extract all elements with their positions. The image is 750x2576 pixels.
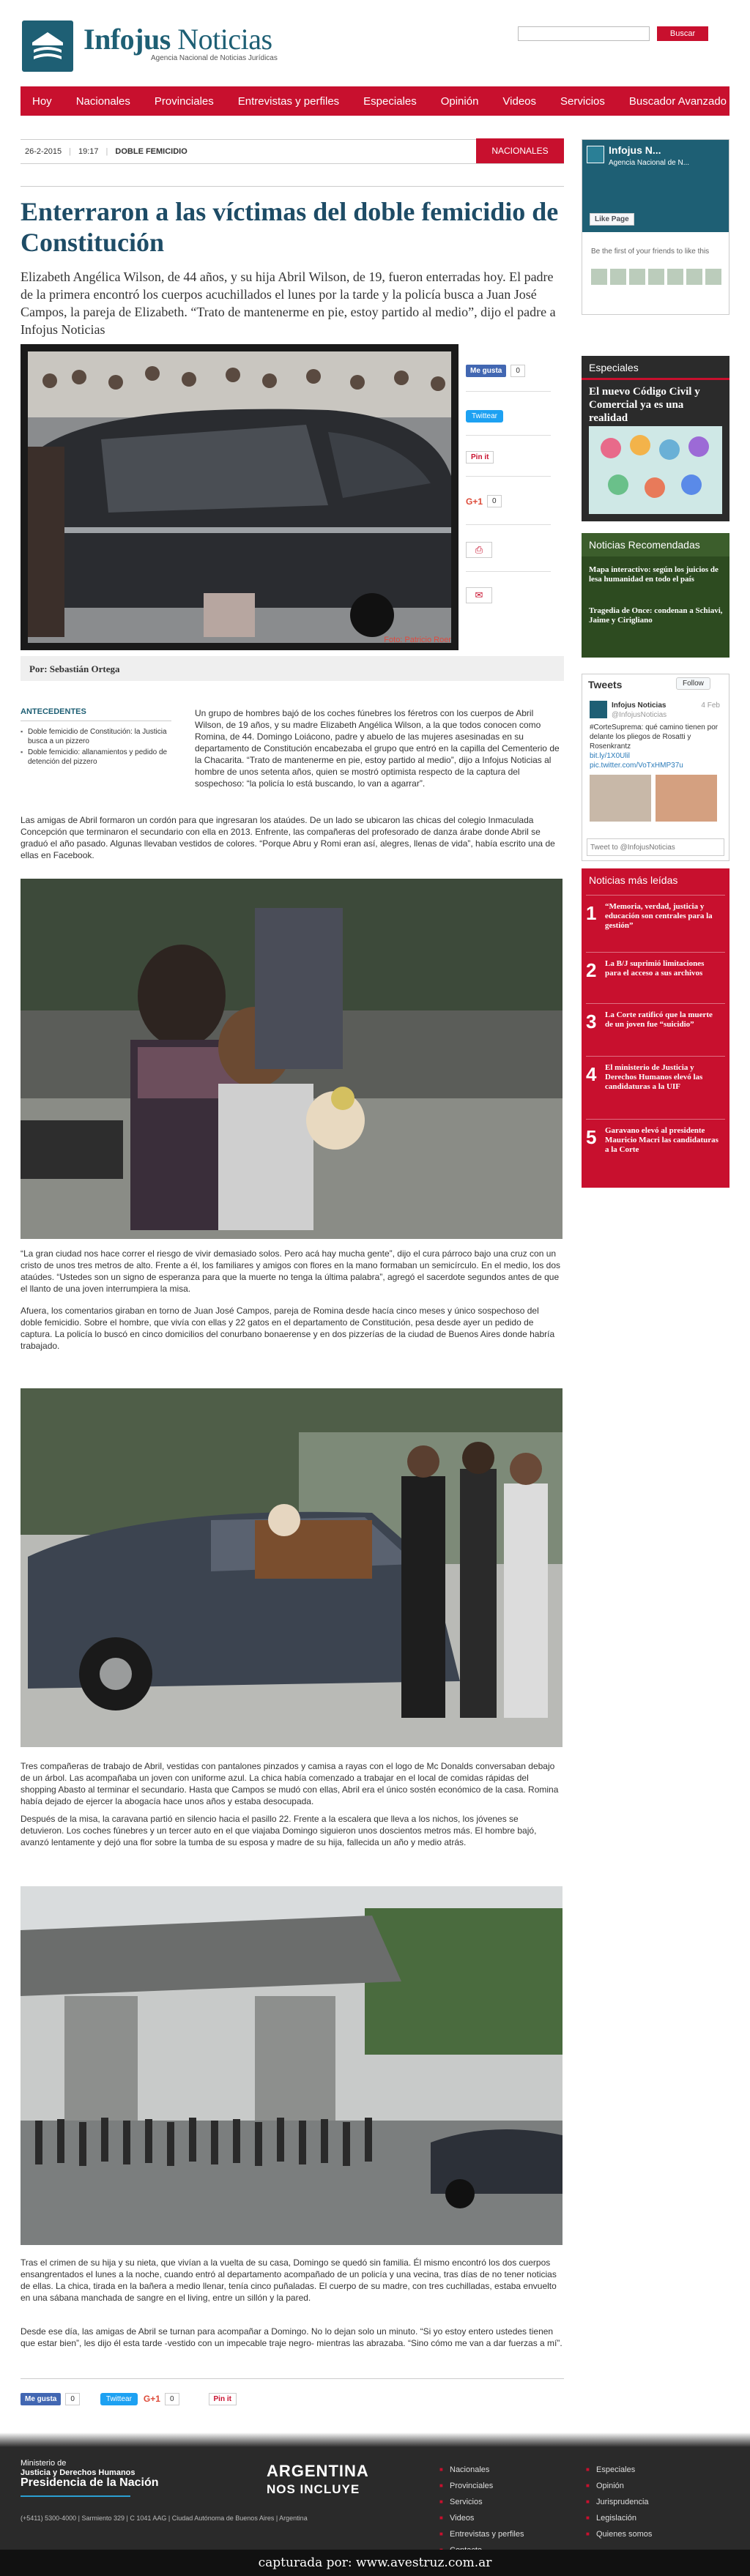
antecedentes-box [21, 707, 171, 768]
article-photo [21, 879, 562, 1239]
rank-number: 4 [586, 1063, 597, 1085]
ministry-line: Ministerio de [21, 2459, 67, 2468]
tweets-heading: Tweets [588, 679, 623, 690]
tweet-date: 4 Feb [701, 701, 720, 710]
divider [21, 186, 564, 187]
footer-address: (+5411) 5300-4000 | Sarmiento 329 | C 1041 AAG | Ciudad Autónoma de Buenos Aires | Argentina [21, 2514, 308, 2522]
email-share [466, 587, 492, 603]
divider [466, 435, 551, 436]
nav-item-hoy[interactable]: Hoy [32, 94, 52, 108]
divider [21, 2495, 130, 2497]
especiales-link[interactable]: El nuevo Código Civil y Comercial ya es una realidad [589, 386, 700, 424]
article-paragraph: Afuera, los comentarios giraban en torno de Juan José Campos, pareja de Romina desde hacía cinco meses y único sospechoso del doble femicidio. Sobre el hombre, que vivía con ellas y 22 gatos en el departamento de Constitución, pesa desde ayer un pedido de captura. La policía lo buscó en cinco domicilios del conurbano bonaerense y en dos pizzerías de la ciudad de Buenos Aires donde habría trabajado. [21, 1306, 555, 1351]
twitter-share [466, 410, 503, 422]
avatar [610, 269, 626, 285]
mas-leida-item[interactable] [586, 1126, 725, 1155]
footer-link[interactable]: ■ Quienes somos [586, 2526, 652, 2542]
mas-leidas-box [582, 868, 729, 1188]
article-paragraph: Tras el crimen de su hija y su nieta, que vivían a la vuelta de su casa, Domingo se quedó sin familia. Él mismo encontró los dos cuerpos ensangrentados el lunes a la noche, cuando entró al departamento acompañado de un policía y una vecina, tras días de no tener noticias de ellas. La chica, tirada en la bañera a medio llenar, tenía cinco puñaladas. El cuerpo de su madre, con tres cuchilladas, estaba envuelto en una sábana manchada de sangre en el living, entre un sillón y la pared. [21, 2257, 557, 2303]
rank-number: 2 [586, 959, 597, 981]
article-date: 26-2-2015 [25, 147, 62, 156]
friend-avatars [591, 269, 721, 285]
footer-link[interactable]: ■ Opinión [586, 2478, 652, 2494]
avatar [648, 269, 664, 285]
rank-number: 1 [586, 902, 597, 924]
nav-item-provinciales[interactable]: Provinciales [154, 94, 214, 108]
tweet-media[interactable] [590, 775, 720, 822]
divider [586, 1119, 725, 1120]
article-time: 19:17 [78, 147, 99, 156]
article-paragraph: Tres compañeras de trabajo de Abril, vestidas con pantalones pinzados y camisa a rayas con el logo de Mc Donalds conversaban debajo de un árbol. Las acompañaba un joven con uniforme azul. La chica había comenzado a trabajar en el local de comidas rápidas del shopping Abasto al terminar el secundario. Hasta que Campos se mudó con ellas, Abril era el único sostén económico de la casa. Romina había dejado de ejercer la abogacía hace unos años y estaba desocupada. [21, 1761, 559, 1806]
nav-item-opinion[interactable]: Opinión [440, 94, 479, 108]
divider [466, 391, 551, 392]
print-share [466, 542, 492, 558]
footer-gradient [0, 2432, 750, 2447]
argentina-logo-text: ARGENTINA [267, 2462, 369, 2480]
facebook-page-title: Infojus N... [609, 144, 661, 156]
article-paragraph: Desde ese día, las amigas de Abril se turnan para acompañar a Domingo. No lo dejan solo un minuto. “Si yo estoy entero ustedes tienen que estar bien”, les dijo él esta tarde -vestido con un impecable traje negro- mientras las abrazaba. “Sino cómo me van a dar fuerzas a mí”. [21, 2326, 562, 2348]
search-input[interactable] [518, 26, 650, 41]
recomendadas-box [582, 533, 729, 658]
twitter-tweet-button[interactable]: Twittear [466, 410, 503, 422]
tweet-author[interactable]: Infojus Noticias [612, 701, 667, 710]
article-photo [21, 1388, 562, 1747]
facebook-friends-text: Be the first of your friends to like this [591, 247, 710, 256]
ministry-line: Presidencia de la Nación [21, 2476, 159, 2489]
tweet-handle: @InfojusNoticias [612, 711, 667, 719]
footer-link[interactable]: ■ Servicios [439, 2494, 524, 2510]
facebook-like-button[interactable]: Me gusta [21, 2393, 61, 2405]
mas-leida-item[interactable] [586, 1063, 725, 1092]
nav-item-videos[interactable]: Videos [502, 94, 537, 108]
footer-link[interactable]: ■ Videos [439, 2510, 524, 2526]
avatar [667, 269, 683, 285]
footer-link[interactable]: ■ Nacionales [439, 2462, 524, 2478]
avatar [590, 701, 607, 718]
recomendada-link[interactable]: Mapa interactivo: según los juicios de lesa humanidad en todo el país [589, 565, 719, 584]
twitter-widget [582, 674, 729, 861]
avatar [629, 269, 645, 285]
divider [466, 476, 551, 477]
main-nav [21, 86, 729, 116]
article-paragraph: Las amigas de Abril formaron un cordón para que ingresaran los ataúdes. De un lado se ubicaron las chicas del colegio Inmaculada Concepción que terminaron el secundario con ella en 2013. Enfrente, las compañeras del profesorado de danza árabe donde Abril se graduó el año pasado. Algunas llevaban vestidos de colores. “Porque Abru y Romi eran así, alegres, llenas de vida”, había escrito una de ellas en Facebook. [21, 815, 555, 860]
facebook-page-widget [582, 139, 729, 315]
site-logo-text[interactable] [83, 22, 272, 56]
nav-item-buscador[interactable]: Buscador Avanzado [628, 94, 727, 108]
especiales-box [582, 356, 729, 521]
tweet [590, 701, 720, 822]
facebook-share [466, 365, 525, 377]
tweet-link[interactable]: bit.ly/1X0Ulil pic.twitter.com/VoTxHMP37u [590, 752, 683, 770]
capture-watermark: capturada por: www.avestruz.com.ar [0, 2550, 750, 2576]
nav-item-entrevistas[interactable]: Entrevistas y perfiles [237, 94, 340, 108]
article-photo [21, 1886, 562, 2245]
antecedentes-title: ANTECEDENTES [21, 707, 171, 721]
article-paragraph: “La gran ciudad nos hace correr el riesgo de vivir demasiado solos. Pero acá hay mucha gente”, dijo el cura párroco bajo una cruz con un cristo de unos tres metros de alto. Frente a él, los familiares y amigos con flores en la mano formaban un semicírculo. En el medio, los dos ataúdes. “Ustedes son un signo de esperanza para que la muerte no tenga la última palabra”, agregó el sacerdote segundos antes de que el llanto de una joven interrumpiera la misa. [21, 1248, 561, 1294]
footer-link[interactable]: ■ Jurisprudencia [586, 2494, 652, 2510]
recomendada-link[interactable]: Tragedia de Once: condenan a Schiavi, Jaime y Cirigliano [589, 606, 723, 625]
section-tag[interactable]: NACIONALES [476, 138, 564, 163]
twitter-follow-button[interactable]: Follow [676, 677, 710, 690]
tweet-input[interactable] [587, 838, 724, 856]
pinterest-button[interactable]: Pin it [466, 451, 494, 464]
article-paragraph: Un grupo de hombres bajó de los coches fúnebres los féretros con los cuerpos de Abril Wilson, de 19 años, y su madre Elizabeth Angélica Wilson, a la que todos conocen como Romina, de 44. Domingo Loiácono, padre y abuelo de las mujeres asesinadas en su departamento de Constitución encabezaba el grupo que entró en la capilla del Cementerio de la Chacarita. “Trato de mantenerme en pie, estoy partido al medio”, dijo a Infojus Noticias al hombre de unos setenta años, quien se mostró optimista respecto de la captura del sospechoso: “la policía lo está buscando, lo van a agarrar”. [195, 708, 560, 789]
site-name-part2: Noticias [177, 23, 272, 56]
facebook-count: 0 [65, 2393, 80, 2405]
facebook-like-page-button[interactable]: Like Page [590, 213, 634, 226]
divider [466, 571, 551, 572]
mas-leida-link[interactable]: “Memoria, verdad, justicia y educación son centrales para la gestión” [605, 902, 713, 930]
article-title: Enterraron a las víctimas del doble femicidio de Constitución [21, 197, 559, 257]
meta-separator: | [69, 147, 72, 156]
mas-leida-link[interactable]: La B/J suprimió limitaciones para el acceso a sus archivos [605, 959, 705, 978]
meta-separator: | [105, 147, 108, 156]
twitter-tweet-button[interactable]: Twittear [100, 2393, 138, 2405]
mas-leida-link[interactable]: La Corte ratificó que la muerte de un joven fue “suicidio” [605, 1010, 713, 1029]
footer-links [439, 2462, 524, 2558]
mas-leida-item[interactable] [586, 959, 725, 982]
nav-item-especiales[interactable]: Especiales [363, 94, 417, 108]
print-icon[interactable]: ⎙ [466, 542, 492, 558]
site-footer [0, 2447, 750, 2550]
pinterest-share [466, 451, 494, 464]
recomendadas-heading: Noticias Recomendadas [582, 533, 729, 556]
especiales-heading: Especiales [589, 362, 639, 373]
divider [586, 1056, 725, 1057]
divider [21, 2378, 564, 2379]
tweet-image [590, 775, 651, 822]
search-button[interactable]: Buscar [657, 26, 708, 41]
article-paragraph: Después de la misa, la caravana partió en silencio hacia el pasillo 22. Frente a la escalera que lleva a los nichos, los jóvenes se detuvieron. Los coches fúnebres y un tercer auto en el que viajaba Domingo siguieron unos doscientos metros más. El hombre bajó, avanzó lentamente y dejó una flor sobre la tumba de su esposa y madre de su hija, fallecida un año y medio atrás. [21, 1814, 537, 1847]
email-icon[interactable]: ✉ [466, 587, 492, 603]
footer-link[interactable]: ■ Especiales [586, 2462, 652, 2478]
facebook-page-subtitle: Agencia Nacional de N... [609, 159, 690, 167]
footer-link[interactable]: ■ Legislación [586, 2510, 652, 2526]
site-name-part1: Infojus [83, 23, 171, 56]
tweet-text: #CorteSuprema: qué camino tienen por delante los pliegos de Rosatti y Rosenkrantz [590, 723, 719, 751]
mas-leida-link[interactable]: Garavano elevó al presidente Mauricio Macri las candidaturas a la Corte [605, 1126, 719, 1154]
rank-number: 5 [586, 1126, 597, 1148]
page-avatar [587, 146, 604, 163]
especiales-image[interactable] [589, 426, 722, 514]
divider [586, 1003, 725, 1004]
avatar [705, 269, 721, 285]
footer-link[interactable]: ■ Provinciales [439, 2478, 524, 2494]
nav-item-servicios[interactable]: Servicios [560, 94, 605, 108]
antecedentes-link[interactable]: ▪ Doble femicidio de Constitución: la Justicia busca a un pizzero [21, 727, 171, 746]
nav-item-nacionales[interactable]: Nacionales [75, 94, 130, 108]
avatar [686, 269, 702, 285]
footer-links [586, 2462, 652, 2542]
article-author: Por: Sebastián Ortega [21, 656, 564, 681]
divider [466, 524, 551, 525]
googleplus-count: 0 [165, 2393, 179, 2405]
mas-leidas-heading: Noticias más leídas [589, 874, 678, 886]
ministry-line: Justicia y Derechos Humanos [21, 2468, 135, 2477]
pinterest-button[interactable]: Pin it [209, 2393, 237, 2405]
mas-leida-item[interactable] [586, 1010, 725, 1033]
mas-leida-item[interactable] [586, 902, 725, 931]
divider [586, 895, 725, 896]
divider [582, 378, 729, 380]
googleplus-count: 0 [487, 495, 502, 507]
rank-number: 3 [586, 1010, 597, 1032]
divider [586, 952, 725, 953]
argentina-logo-text: NOS INCLUYE [267, 2482, 360, 2496]
avatar [591, 269, 607, 285]
facebook-count: 0 [510, 365, 525, 377]
footer-link[interactable]: ■ Entrevistas y perfiles [439, 2526, 524, 2542]
googleplus-share [466, 495, 502, 507]
googleplus-button[interactable]: G+1 [143, 2394, 160, 2404]
googleplus-button[interactable]: G+1 [466, 496, 483, 507]
site-subtitle: Agencia Nacional de Noticias Jurídicas [151, 54, 278, 62]
main-photo [21, 344, 458, 650]
article-lead: Elizabeth Angélica Wilson, de 44 años, y su hija Abril Wilson, de 19, fueron enterradas hoy. El padre de la primera encontró los cuerpos acuchillados el lunes por la tarde y la policía busca a Juan José Campos, la pareja de Elizabeth. “Trato de mantenerme en pie, estoy partido al medio”, dijo el padre a Infojus Noticias [21, 269, 556, 337]
article-kicker: DOBLE FEMICIDIO [115, 147, 188, 156]
mas-leida-link[interactable]: El ministerio de Justicia y Derechos Humanos elevó las candidaturas a la UIF [605, 1063, 703, 1091]
bottom-share-bar [21, 2391, 562, 2406]
facebook-cover[interactable] [582, 140, 729, 232]
logo-icon[interactable] [22, 21, 73, 72]
tweet-image [656, 775, 717, 822]
facebook-like-button[interactable]: Me gusta [466, 365, 506, 377]
antecedentes-link[interactable]: ▪ Doble femicidio: allanamientos y pedido de detención del pizzero [21, 748, 171, 767]
ministry-logo[interactable] [21, 2459, 159, 2487]
photo-credit: Foto: Patricio Roer [384, 636, 451, 644]
